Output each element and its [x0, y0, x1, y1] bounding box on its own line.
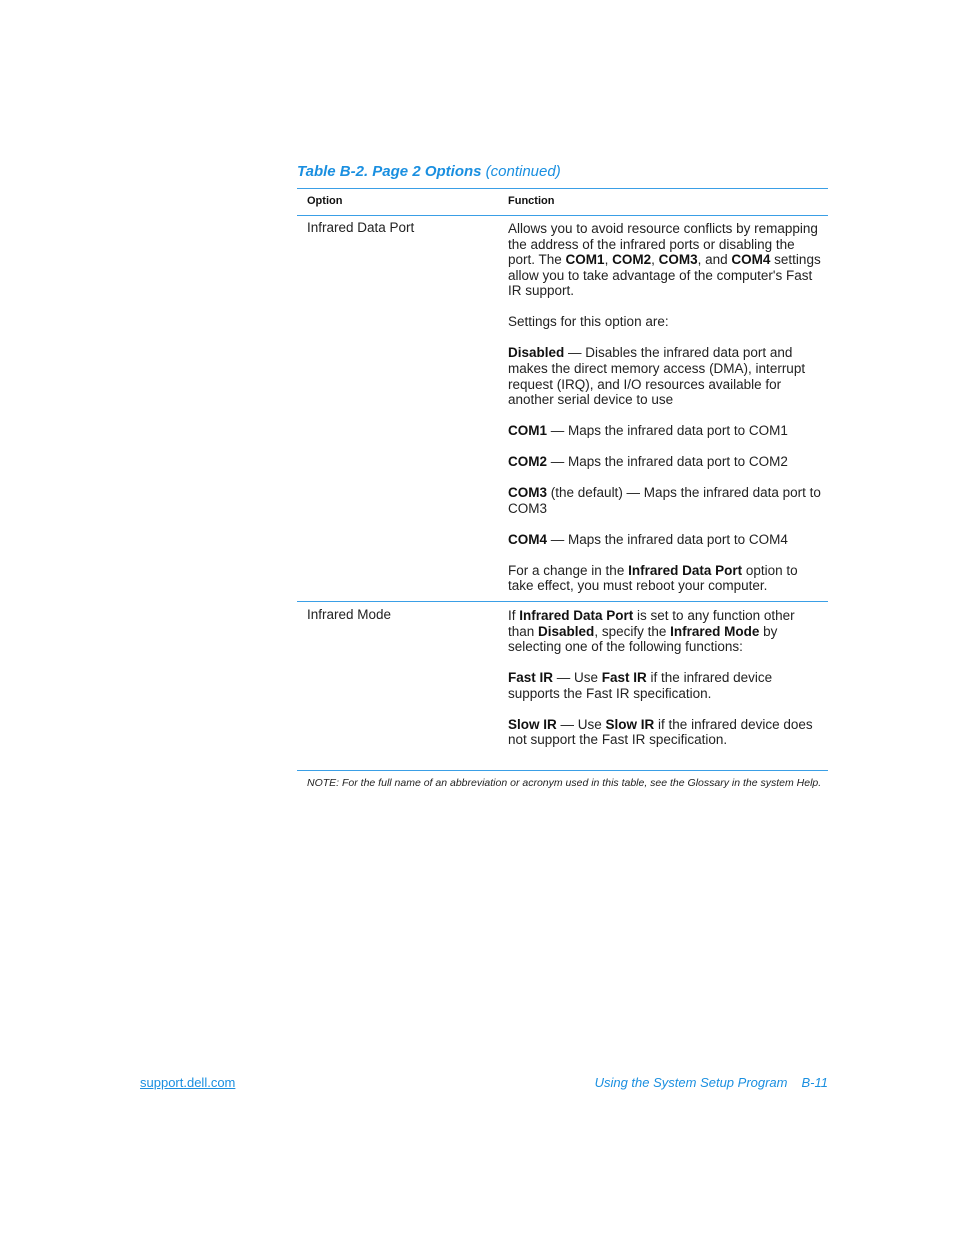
bold-term: Slow IR — [508, 716, 557, 732]
text-run: — Use — [556, 716, 606, 732]
bold-term: Infrared Data Port — [519, 608, 634, 623]
bold-term: Slow IR — [605, 716, 655, 732]
header-function: Function — [508, 195, 555, 207]
bold-term: Fast IR — [601, 670, 647, 686]
support-link[interactable]: support.dell.com — [140, 1075, 236, 1090]
table-caption — [297, 163, 828, 180]
text-run: is set to any function other than — [508, 608, 795, 639]
text-run: (the default) — Maps the infrared data port to COM3 — [508, 485, 821, 516]
table-caption-label: Table B-2. Page 2 Options — [297, 163, 482, 180]
text-run: , and — [697, 252, 732, 268]
function-paragraph — [508, 221, 823, 299]
text-run: — Disables the infrared data port and makes the direct memory access (DMA), interrupt request (IRQ), and I/O resources available for another serial device to use — [508, 345, 806, 408]
row-function-infrared-mode — [508, 608, 823, 763]
function-paragraph — [508, 345, 823, 407]
text-run: , specify the — [594, 623, 671, 639]
bold-term: COM4 — [508, 531, 548, 547]
row-option-infrared-mode: Infrared Mode — [307, 607, 392, 622]
bold-term: COM3 — [658, 252, 698, 268]
text-run: Settings for this option are: — [508, 314, 669, 330]
text-run: if the infrared device supports the Fast IR specification. — [508, 670, 773, 701]
function-paragraph — [508, 670, 823, 701]
function-paragraph — [508, 454, 823, 470]
text-run: by selecting one of the following functions: — [508, 623, 778, 655]
bold-term: Disabled — [508, 345, 565, 361]
text-run: settings allow you to take advantage of the computer's Fast IR support. — [508, 252, 821, 299]
bold-term: COM1 — [565, 252, 605, 268]
row-option-infrared-data-port: Infrared Data Port — [307, 220, 415, 235]
table-top-rule — [297, 188, 828, 189]
row-function-infrared-data-port — [508, 221, 823, 609]
text-run: If — [508, 608, 520, 623]
text-run: For a change in the — [508, 562, 629, 578]
text-run: , — [604, 252, 613, 268]
text-run: , — [651, 252, 659, 268]
bold-term: COM2 — [508, 454, 548, 470]
row-divider-rule — [297, 601, 828, 602]
function-paragraph — [508, 314, 823, 330]
text-run: Allows you to avoid resource conflicts by remapping the address of the infrared ports or disabling the port. The — [508, 221, 818, 268]
text-run: if the infrared device does not support the Fast IR specification. — [508, 716, 813, 748]
function-paragraph — [508, 563, 823, 594]
header-bottom-rule — [297, 215, 828, 216]
text-run: — Maps the infrared data port to COM4 — [547, 531, 788, 547]
table-note: NOTE: For the full name of an abbreviation or acronym used in this table, see the Glossary in the system Help. — [307, 777, 822, 789]
footer-section-title: Using the System Setup Program — [594, 1075, 788, 1090]
table-caption-suffix: (continued) — [485, 163, 561, 180]
function-paragraph — [508, 423, 823, 439]
table-bottom-rule — [297, 770, 828, 771]
text-run: — Maps the infrared data port to COM2 — [547, 454, 788, 470]
function-paragraph — [508, 608, 823, 655]
bold-term: Disabled — [538, 623, 595, 639]
bold-term: Fast IR — [508, 670, 554, 686]
text-run: — Maps the infrared data port to COM1 — [547, 423, 788, 439]
page-footer — [595, 1075, 828, 1090]
bold-term: COM3 — [508, 485, 548, 501]
bold-term: COM1 — [508, 423, 548, 439]
text-run: — Use — [553, 670, 602, 686]
bold-term: COM4 — [731, 252, 771, 268]
bold-term: COM2 — [612, 252, 652, 268]
text-run: option to take effect, you must reboot your computer. — [508, 562, 798, 594]
page-number: B-11 — [801, 1075, 828, 1090]
bold-term: Infrared Mode — [670, 623, 760, 639]
function-paragraph — [508, 532, 823, 548]
bold-term: Infrared Data Port — [628, 562, 743, 578]
function-paragraph — [508, 485, 823, 516]
header-option: Option — [307, 195, 343, 207]
function-paragraph — [508, 717, 823, 748]
